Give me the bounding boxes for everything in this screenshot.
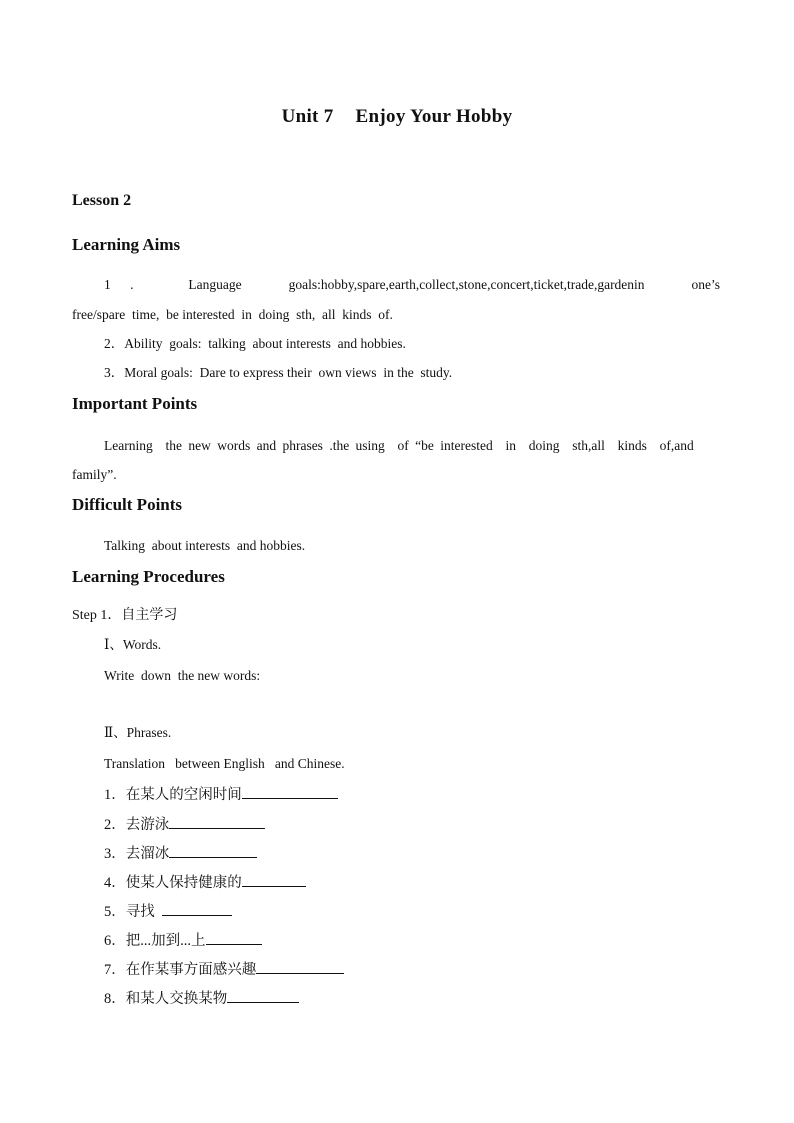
aim-1-number: 1 . [104, 277, 142, 292]
aim-item-3: 3．Moral goals: Dare to express their own views in the study. [104, 365, 453, 380]
difficult-points-heading: Difficult Points [72, 495, 183, 514]
aim-item-1-continued: free/spare time, be interested in doing sth, all kinds of. [72, 307, 393, 322]
answer-blank[interactable] [169, 843, 257, 858]
translation-instruction: Translation between English and Chinese. [104, 756, 345, 771]
page-title [0, 106, 794, 128]
answer-blank[interactable] [227, 988, 299, 1003]
unit-name: Enjoy Your Hobby [355, 106, 513, 127]
phrase-item: 5．寻找 [104, 901, 232, 921]
step-1-label: Step 1．自主学习 [72, 608, 178, 623]
aim-item-2: 2．Ability goals: talking about interests and hobbies. [104, 336, 406, 351]
write-words-instruction: Write down the new words: [104, 668, 261, 683]
answer-blank[interactable] [242, 872, 306, 887]
answer-blank[interactable] [162, 901, 232, 916]
phrase-item: 7．在作某事方面感兴趣 [104, 959, 344, 979]
unit-label: Unit 7 [281, 106, 334, 127]
aim-1-label: Language [188, 277, 242, 292]
important-line-1: Learning the new words and phrases .the using of “be interested in doing sth,all kinds of,and [104, 438, 694, 453]
learning-procedures-heading: Learning Procedures [72, 567, 225, 586]
important-points-heading: Important Points [72, 394, 198, 413]
aim-1-tail: one’s [691, 277, 720, 292]
phrase-item: 3．去溜冰 [104, 843, 257, 863]
words-label: Ⅰ、Words. [104, 637, 162, 652]
aim-item-1 [104, 276, 720, 294]
aim-1-words: goals:hobby,spare,earth,collect,stone,concert,ticket,trade,gardenin [288, 277, 645, 292]
phrases-label: Ⅱ、Phrases. [104, 725, 172, 740]
phrase-item: 6．把...加到...上 [104, 930, 262, 950]
answer-blank[interactable] [256, 959, 344, 974]
phrase-item: 1．在某人的空闲时间 [104, 784, 338, 804]
answer-blank[interactable] [169, 814, 265, 829]
phrase-item: 8．和某人交换某物 [104, 988, 299, 1008]
important-line-2: family”. [72, 467, 117, 482]
answer-blank[interactable] [242, 784, 338, 799]
difficult-line-1: Talking about interests and hobbies. [104, 538, 306, 553]
learning-aims-heading: Learning Aims [72, 235, 181, 254]
phrase-item: 2．去游泳 [104, 814, 265, 834]
lesson-heading: Lesson 2 [72, 192, 132, 209]
phrase-item: 4．使某人保持健康的 [104, 872, 306, 892]
answer-blank[interactable] [206, 930, 262, 945]
